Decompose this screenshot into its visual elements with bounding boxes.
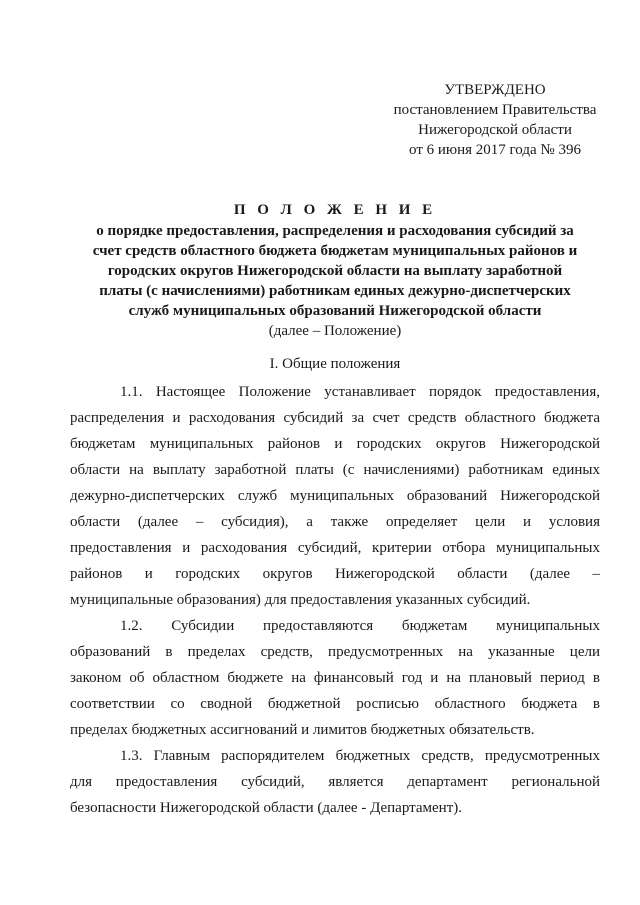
text-line: предоставления и расходования субсидий, критерии отбора муниципальных [70,540,600,556]
approval-region: Нижегородской области [418,122,572,138]
document-title [70,200,600,341]
paragraph-1-1 [70,379,600,613]
text-line: дежурно-диспетчерских служб муниципальных образований Нижегородской [70,488,600,504]
text-line: образований в пределах средств, предусмотренных на указанные цели [70,644,600,660]
text-line: для предоставления субсидий, является департамент региональной [70,774,600,790]
title-note: (далее – Положение) [268,323,402,339]
document-body [70,379,600,821]
text-line: пределах бюджетных ассигнований и лимитов бюджетных обязательств. [70,722,535,738]
text-line: 1.1. Настоящее Положение устанавливает порядок предоставления, [120,384,600,400]
section-heading: I. Общие положения [269,356,401,372]
title-line: городских округов Нижегородской области на выплату заработной [107,263,563,279]
paragraph-1-2 [70,613,600,743]
approval-authority: постановлением Правительства [393,102,597,118]
text-line: соответствии со сводной бюджетной росписью областного бюджета в [70,696,600,712]
approval-label: УТВЕРЖДЕНО [444,82,546,98]
title-line: счет средств областного бюджета бюджетам муниципальных районов и [92,243,578,259]
text-line: районов и городских округов Нижегородской области (далее – [70,566,600,582]
title-line: о порядке предоставления, распределения и расходования субсидий за [96,223,574,239]
text-line: бюджетам муниципальных районов и городских округов Нижегородской [70,436,600,452]
title-line: платы (с начислениями) работникам единых дежурно-диспетчерских [99,283,571,299]
text-line: 1.2. Субсидии предоставляются бюджетам муниципальных [120,618,600,634]
text-line: области (далее – субсидия), а также определяет цели и условия [70,514,600,530]
title-line: служб муниципальных образований Нижегородской области [128,303,542,319]
text-line: безопасности Нижегородской области (далее - Департамент). [70,800,463,816]
text-line: 1.3. Главным распорядителем бюджетных средств, предусмотренных [120,748,600,764]
approval-date: от 6 июня 2017 года № 396 [409,142,581,158]
document-heading: П О Л О Ж Е Н И Е [233,202,437,218]
text-line: законом об областном бюджете на финансовый год и на плановый период в [70,670,600,686]
text-line: области на выплату заработной платы (с начислениями) работникам единых [70,462,600,478]
text-line: муниципальные образования) для предоставления указанных субсидий. [70,592,531,608]
text-line: распределения и расходования субсидий за счет средств областного бюджета [70,410,600,426]
paragraph-1-3 [70,743,600,821]
approval-stamp [375,80,615,160]
